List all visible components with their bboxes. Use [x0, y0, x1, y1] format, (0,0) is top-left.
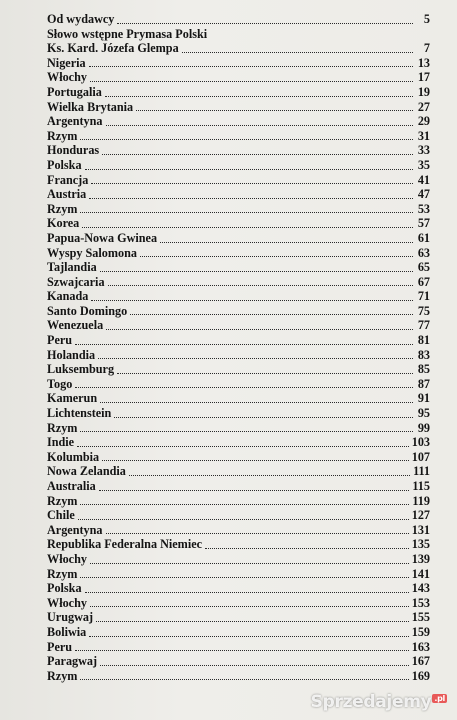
toc-entry-title: Paragwaj [47, 654, 98, 669]
toc-entry-page: 115 [412, 479, 430, 493]
toc-dot-leader [117, 23, 413, 24]
toc-entry-page: 81 [417, 333, 430, 348]
toc-dot-leader [129, 475, 410, 476]
toc-entry-title: Rzym [47, 566, 78, 581]
toc-entry [47, 56, 430, 71]
toc-entry [47, 537, 430, 552]
toc-entry-page: 75 [417, 303, 430, 318]
toc-entry-title: Włochy [47, 70, 87, 85]
toc-entry [47, 654, 430, 669]
toc-entry [47, 421, 430, 436]
toc-entry [47, 348, 430, 363]
toc-dot-leader [78, 519, 409, 520]
toc-entry [47, 333, 430, 348]
toc-entry-page: 83 [417, 347, 430, 362]
toc-dot-leader [98, 358, 413, 359]
toc-dot-leader [89, 66, 413, 67]
toc-entry-title: Ks. Kard. Józefa Glempa [47, 41, 179, 56]
toc-entry-title: Peru [47, 333, 73, 348]
toc-entry-title: Papua-Nowa Gwinea [47, 230, 158, 245]
toc-dot-leader [102, 154, 413, 155]
toc-dot-leader [89, 636, 408, 637]
watermark-badge: .pl [434, 693, 445, 703]
toc-entry-title: Kolumbia [47, 449, 100, 464]
toc-entry-page: 153 [411, 595, 430, 610]
toc-entry-title: Wenezuela [47, 318, 104, 333]
watermark-text: Sprzedajemy [310, 692, 432, 712]
toc-entry-title: Australia [47, 479, 96, 493]
toc-entry-title: Nigeria [47, 55, 86, 70]
toc-entry [47, 216, 430, 231]
toc-entry-page: 77 [417, 318, 430, 333]
toc-entry-page: 63 [417, 245, 430, 260]
toc-dot-leader [91, 300, 413, 301]
toc-entry-title: Argentyna [47, 522, 103, 537]
toc-entry-page: 13 [417, 55, 430, 70]
toc-entry [47, 260, 430, 275]
toc-entry [47, 231, 430, 246]
toc-entry-title: Polska [47, 157, 82, 172]
toc-entry [47, 275, 430, 290]
toc-entry-page: 31 [417, 128, 430, 143]
toc-entry-title: Od wydawcy [47, 12, 115, 26]
toc-entry [47, 450, 430, 465]
toc-dot-leader [80, 504, 409, 505]
toc-entry-page: 61 [417, 230, 430, 245]
toc-entry [47, 187, 430, 202]
toc-dot-leader [80, 139, 413, 140]
toc-entry [47, 41, 430, 56]
toc-entry-title: Lichtenstein [47, 406, 112, 421]
toc-dot-leader [99, 490, 410, 491]
toc-dot-leader [140, 256, 413, 257]
toc-dot-leader [80, 212, 413, 213]
toc-dot-leader [102, 460, 409, 461]
toc-entry-page: 57 [417, 216, 430, 231]
toc-entry [47, 669, 430, 684]
toc-dot-leader [75, 650, 409, 651]
toc-entry [47, 143, 430, 158]
toc-entry-title: Nowa Zelandia [47, 464, 126, 479]
toc-entry [47, 567, 430, 582]
toc-dot-leader [106, 329, 413, 330]
toc-entry-title: Włochy [47, 551, 87, 566]
toc-entry-title: Tajlandia [47, 260, 97, 275]
toc-entry-page: 169 [411, 668, 430, 683]
toc-dot-leader [205, 548, 409, 549]
toc-dot-leader [100, 402, 413, 403]
toc-dot-leader [130, 314, 413, 315]
toc-entry-title: Rzym [47, 201, 78, 216]
toc-entry-title: Kanada [47, 289, 89, 304]
toc-entry [47, 479, 430, 494]
toc-entry-page: 7 [423, 41, 430, 56]
toc-entry [47, 114, 430, 129]
toc-entry [47, 494, 430, 509]
toc-entry [47, 377, 430, 392]
toc-dot-leader [100, 665, 409, 666]
toc-dot-leader [85, 169, 413, 170]
toc-entry [47, 70, 430, 85]
toc-entry-page: 33 [417, 143, 430, 158]
toc-dot-leader [91, 183, 413, 184]
toc-entry-title: Honduras [47, 143, 100, 158]
toc-entry [47, 435, 430, 450]
toc-entry-title: Argentyna [47, 114, 103, 129]
toc-entry [47, 246, 430, 261]
toc-entry-page: 35 [417, 157, 430, 172]
toc-entry-title: Urugwaj [47, 610, 94, 625]
toc-dot-leader [108, 285, 413, 286]
toc-entry [47, 610, 430, 625]
toc-entry-page: 5 [423, 12, 430, 26]
toc-entry-page: 131 [411, 522, 430, 537]
toc-entry-page: 143 [411, 581, 430, 596]
toc-entry-title: Peru [47, 639, 73, 654]
toc-dot-leader [100, 271, 413, 272]
toc-entry-title: Kamerun [47, 391, 98, 406]
toc-dot-leader [80, 577, 408, 578]
toc-entry-page: 47 [417, 187, 430, 202]
toc-entry-page: 87 [417, 376, 430, 391]
toc-entry-title: Indie [47, 435, 75, 450]
toc-entry [47, 362, 430, 377]
toc-entry [47, 581, 430, 596]
toc-entry [47, 640, 430, 655]
toc-entry-page: 71 [417, 289, 430, 304]
toc-dot-leader [96, 621, 409, 622]
toc-entry-page: 99 [417, 420, 430, 435]
toc-dot-leader [80, 679, 408, 680]
toc-entry-title: Chile [47, 508, 75, 523]
toc-entry-title: Santo Domingo [47, 303, 128, 318]
toc-entry-title: Boliwia [47, 624, 87, 639]
toc-entry-title: Włochy [47, 595, 87, 610]
toc-entry-title: Francja [47, 172, 89, 187]
toc-entry-title: Togo [47, 376, 73, 391]
toc-entry-page: 65 [417, 260, 430, 275]
table-of-contents [47, 12, 430, 683]
toc-entry-page: 107 [411, 449, 430, 464]
toc-entry-page: 141 [411, 566, 430, 581]
toc-dot-leader [75, 344, 413, 345]
toc-entry-page: 167 [411, 654, 430, 669]
toc-dot-leader [90, 81, 413, 82]
toc-entry [47, 202, 430, 217]
toc-entry-title: Portugalia [47, 84, 102, 99]
toc-dot-leader [80, 431, 413, 432]
toc-entry-title: Luksemburg [47, 362, 115, 377]
toc-dot-leader [77, 446, 409, 447]
toc-entry-page: 85 [417, 362, 430, 377]
toc-entry [47, 596, 430, 611]
toc-dot-leader [160, 242, 413, 243]
toc-entry [47, 625, 430, 640]
toc-entry [47, 85, 430, 100]
toc-entry [47, 158, 430, 173]
toc-entry-page: 67 [417, 274, 430, 289]
toc-entry-title: Holandia [47, 347, 96, 362]
toc-entry [47, 318, 430, 333]
toc-dot-leader [106, 533, 409, 534]
toc-entry-page: 19 [417, 84, 430, 99]
toc-dot-leader [82, 227, 413, 228]
toc-entry-page: 155 [411, 610, 430, 625]
toc-entry [47, 12, 430, 27]
toc-dot-leader [90, 606, 409, 607]
toc-entry-page: 135 [411, 537, 430, 552]
toc-entry-page: 139 [411, 551, 430, 566]
toc-entry-page: 103 [411, 435, 430, 450]
toc-entry-title: Austria [47, 187, 87, 202]
toc-entry-title: Rzym [47, 668, 78, 683]
toc-dot-leader [114, 417, 413, 418]
toc-entry [47, 391, 430, 406]
toc-entry-page: 127 [411, 508, 430, 523]
toc-entry-title: Wyspy Salomona [47, 245, 137, 260]
toc-entry-page: 27 [417, 99, 430, 114]
toc-entry-title: Polska [47, 581, 82, 596]
toc-dot-leader [105, 96, 413, 97]
toc-entry-title: Wielka Brytania [47, 99, 134, 114]
toc-entry-page: 159 [411, 624, 430, 639]
toc-entry [47, 27, 430, 42]
toc-entry-title: Rzym [47, 420, 78, 435]
toc-entry-page: 91 [417, 391, 430, 406]
toc-entry-page: 163 [411, 639, 430, 654]
toc-entry [47, 100, 430, 115]
toc-dot-leader [75, 387, 413, 388]
toc-entry-page: 17 [417, 70, 430, 85]
toc-entry [47, 173, 430, 188]
toc-entry [47, 523, 430, 538]
toc-entry-page: 53 [417, 201, 430, 216]
toc-dot-leader [136, 110, 413, 111]
toc-entry-page: 29 [417, 114, 430, 129]
toc-entry [47, 289, 430, 304]
toc-entry-title: Korea [47, 216, 80, 231]
toc-dot-leader [85, 592, 409, 593]
toc-entry-title: Szwajcaria [47, 274, 105, 289]
toc-entry [47, 406, 430, 421]
toc-dot-leader [182, 52, 413, 53]
toc-dot-leader [90, 563, 409, 564]
toc-entry-page: 119 [412, 493, 430, 508]
toc-dot-leader [106, 125, 413, 126]
toc-entry-page: 95 [417, 406, 430, 421]
toc-entry [47, 129, 430, 144]
toc-dot-leader [117, 373, 413, 374]
toc-entry [47, 552, 430, 567]
toc-entry [47, 464, 430, 479]
toc-dot-leader [89, 198, 413, 199]
toc-entry [47, 508, 430, 523]
toc-entry-title: Rzym [47, 493, 78, 508]
toc-entry-page: 111 [413, 464, 430, 479]
toc-entry-title: Słowo wstępne Prymasa Polski [47, 26, 208, 41]
toc-entry-title: Republika Federalna Niemiec [47, 537, 203, 552]
toc-entry [47, 304, 430, 319]
watermark-logo [311, 692, 447, 712]
toc-entry-title: Rzym [47, 128, 78, 143]
toc-entry-page: 41 [417, 172, 430, 187]
